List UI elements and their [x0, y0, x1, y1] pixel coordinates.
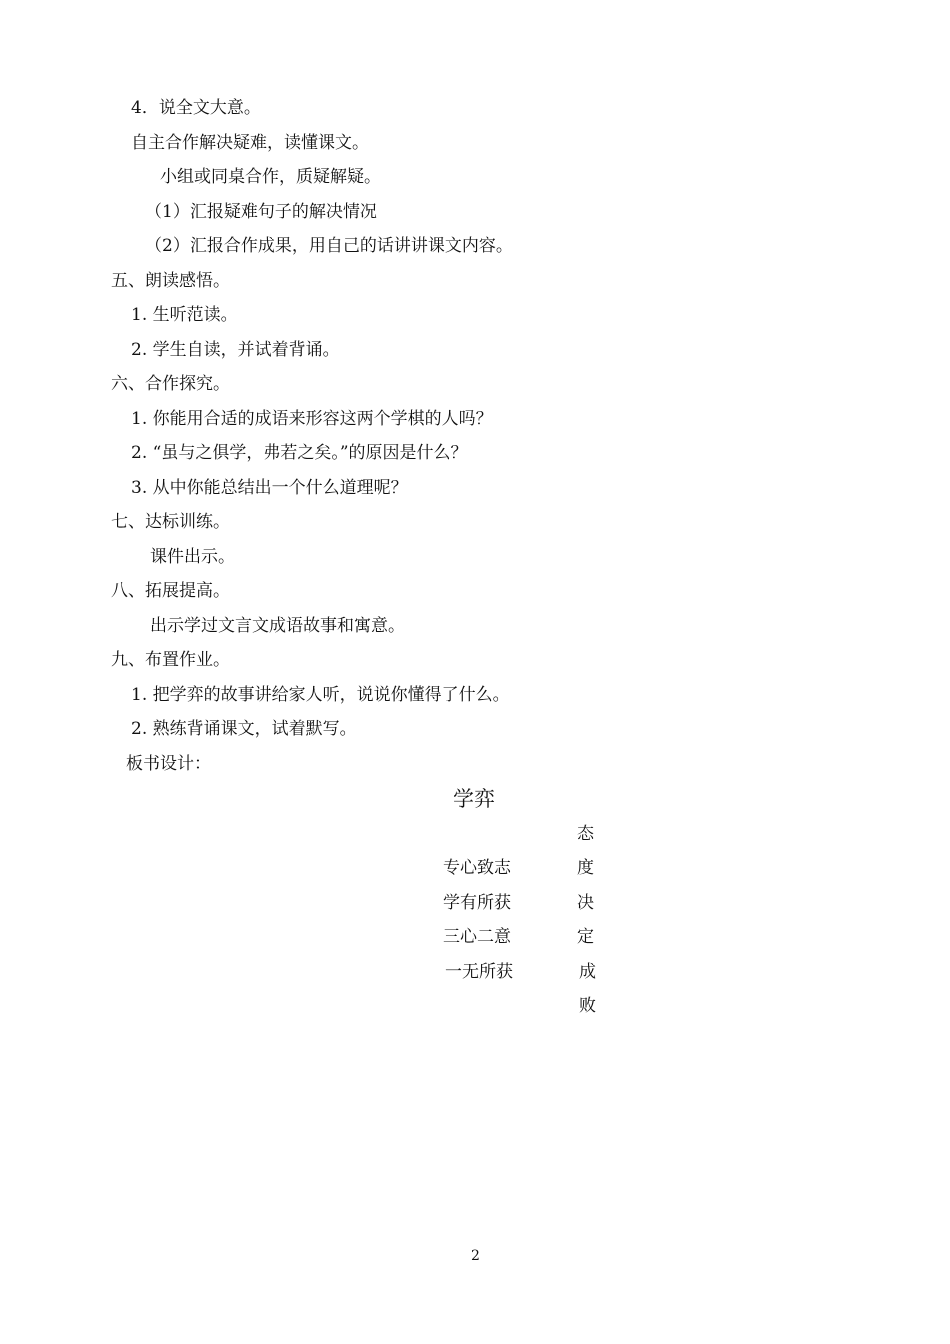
section-heading: 七、达标训练。 [111, 512, 230, 532]
text-line: 出示学过文言文成语故事和寓意。 [150, 616, 405, 636]
text-line: 自主合作解决疑难，读懂课文。 [131, 133, 369, 153]
board-right-char: 态 [577, 824, 594, 844]
text-line: 1. 你能用合适的成语来形容这两个学棋的人吗？ [131, 409, 493, 429]
board-right-char: 败 [579, 996, 596, 1016]
board-right-char: 决 [577, 893, 594, 913]
text-line: 1. 生听范读。 [131, 305, 238, 325]
board-right-char: 定 [577, 927, 594, 947]
text-line: （1）汇报疑难句子的解决情况 [145, 202, 377, 222]
text-line: 小组或同桌合作，质疑解疑。 [160, 167, 381, 187]
text-line: 板书设计： [126, 754, 211, 774]
section-heading: 五、朗读感悟。 [111, 271, 230, 291]
board-left-item: 一无所获 [445, 962, 513, 982]
board-left-item: 学有所获 [443, 893, 511, 913]
board-right-char: 成 [579, 962, 596, 982]
text-line: 1. 把学弈的故事讲给家人听，说说你懂得了什么。 [131, 685, 510, 705]
text-line: 2. 熟练背诵课文，试着默写。 [131, 719, 357, 739]
board-right-char: 度 [577, 858, 594, 878]
text-line: 3. 从中你能总结出一个什么道理呢？ [131, 478, 408, 498]
text-line: 4．说全文大意。 [131, 98, 261, 118]
text-line: （2）汇报合作成果，用自己的话讲讲课文内容。 [145, 236, 513, 256]
board-left-item: 三心二意 [443, 927, 511, 947]
section-heading: 九、布置作业。 [111, 650, 230, 670]
page-number: 2 [471, 1248, 480, 1264]
section-heading: 八、拓展提高。 [111, 581, 230, 601]
text-line: 课件出示。 [150, 547, 235, 567]
text-line: 2. “虽与之俱学，弗若之矣。”的原因是什么？ [131, 443, 468, 463]
board-title: 学弈 [453, 787, 495, 811]
text-line: 2. 学生自读，并试着背诵。 [131, 340, 340, 360]
section-heading: 六、合作探究。 [111, 374, 230, 394]
board-left-item: 专心致志 [443, 858, 511, 878]
